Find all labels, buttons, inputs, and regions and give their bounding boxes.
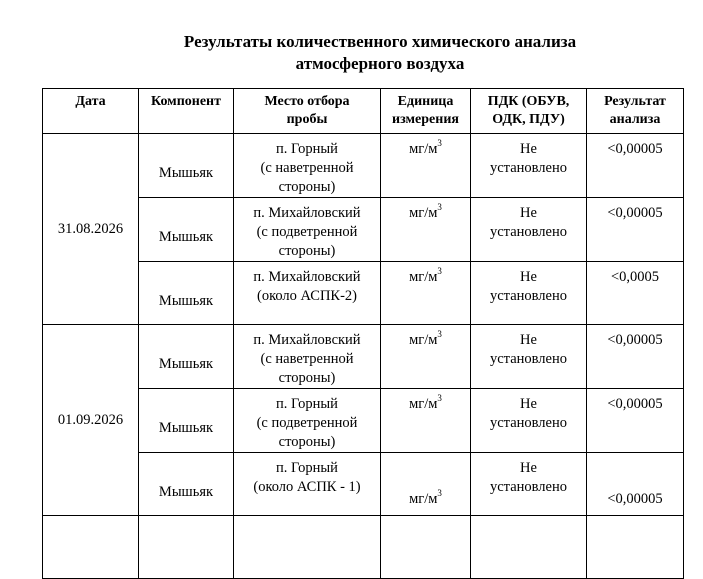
header-row: [43, 89, 684, 134]
date-cell: 31.08.2026: [43, 134, 139, 325]
unit-cell: $мг/м^3$: [381, 262, 471, 325]
result-cell: <0,0005: [587, 262, 684, 325]
result-cell: <0,00005: [587, 389, 684, 453]
unit-cell: $мг/м^3$: [381, 134, 471, 198]
unit-cell: $мг/м^3$: [381, 389, 471, 453]
pdk-cell: Не установлено: [471, 389, 587, 453]
analysis-results-table: [42, 88, 684, 579]
table-row: [43, 262, 684, 325]
place-cell: п. Михайловский (с наветренной стороны): [234, 325, 381, 389]
component-cell: [139, 516, 234, 579]
result-cell: [587, 516, 684, 579]
date-cell: [43, 516, 139, 579]
header-date: Дата: [43, 89, 139, 134]
pdk-cell: Не установлено: [471, 453, 587, 516]
pdk-cell: Не установлено: [471, 325, 587, 389]
pdk-cell: Не установлено: [471, 262, 587, 325]
result-cell: <0,00005: [587, 198, 684, 262]
table-row-partial: [43, 516, 684, 579]
pdk-cell: Не установлено: [471, 134, 587, 198]
component-cell: Мышьяк: [139, 262, 234, 325]
result-cell: <0,00005: [587, 453, 684, 516]
table-row: [43, 389, 684, 453]
date-cell: 01.09.2026: [43, 325, 139, 516]
title-line-1: Результаты количественного химического анализа: [183, 32, 577, 51]
header-place: Место отбора пробы: [234, 89, 381, 134]
title-line-2: атмосферного воздуха: [295, 54, 465, 73]
header-pdk: ПДК (ОБУВ, ОДК, ПДУ): [471, 89, 587, 134]
header-component: Компонент: [139, 89, 234, 134]
place-cell: [234, 516, 381, 579]
result-cell: <0,00005: [587, 134, 684, 198]
component-cell: Мышьяк: [139, 325, 234, 389]
component-cell: Мышьяк: [139, 453, 234, 516]
component-cell: Мышьяк: [139, 134, 234, 198]
table-row: [43, 453, 684, 516]
pdk-cell: Не установлено: [471, 198, 587, 262]
place-cell: п. Горный (с наветренной стороны): [234, 134, 381, 198]
unit-cell: $мг/м^3$: [381, 453, 471, 516]
place-cell: п. Горный (с подветренной стороны): [234, 389, 381, 453]
result-cell: <0,00005: [587, 325, 684, 389]
header-result: Результат анализа: [587, 89, 684, 134]
component-cell: Мышьяк: [139, 198, 234, 262]
header-unit: Единица измерения: [381, 89, 471, 134]
unit-cell: $мг/м^3$: [381, 198, 471, 262]
unit-cell: $мг/м^3$: [381, 325, 471, 389]
table-row: [43, 134, 684, 198]
place-cell: п. Михайловский (около АСПК-2): [234, 262, 381, 325]
pdk-cell: [471, 516, 587, 579]
component-cell: Мышьяк: [139, 389, 234, 453]
table-row: [43, 325, 684, 389]
unit-cell: [381, 516, 471, 579]
document-title: [0, 31, 703, 75]
place-cell: п. Горный (около АСПК - 1): [234, 453, 381, 516]
place-cell: п. Михайловский (с подветренной стороны): [234, 198, 381, 262]
table-row: [43, 198, 684, 262]
